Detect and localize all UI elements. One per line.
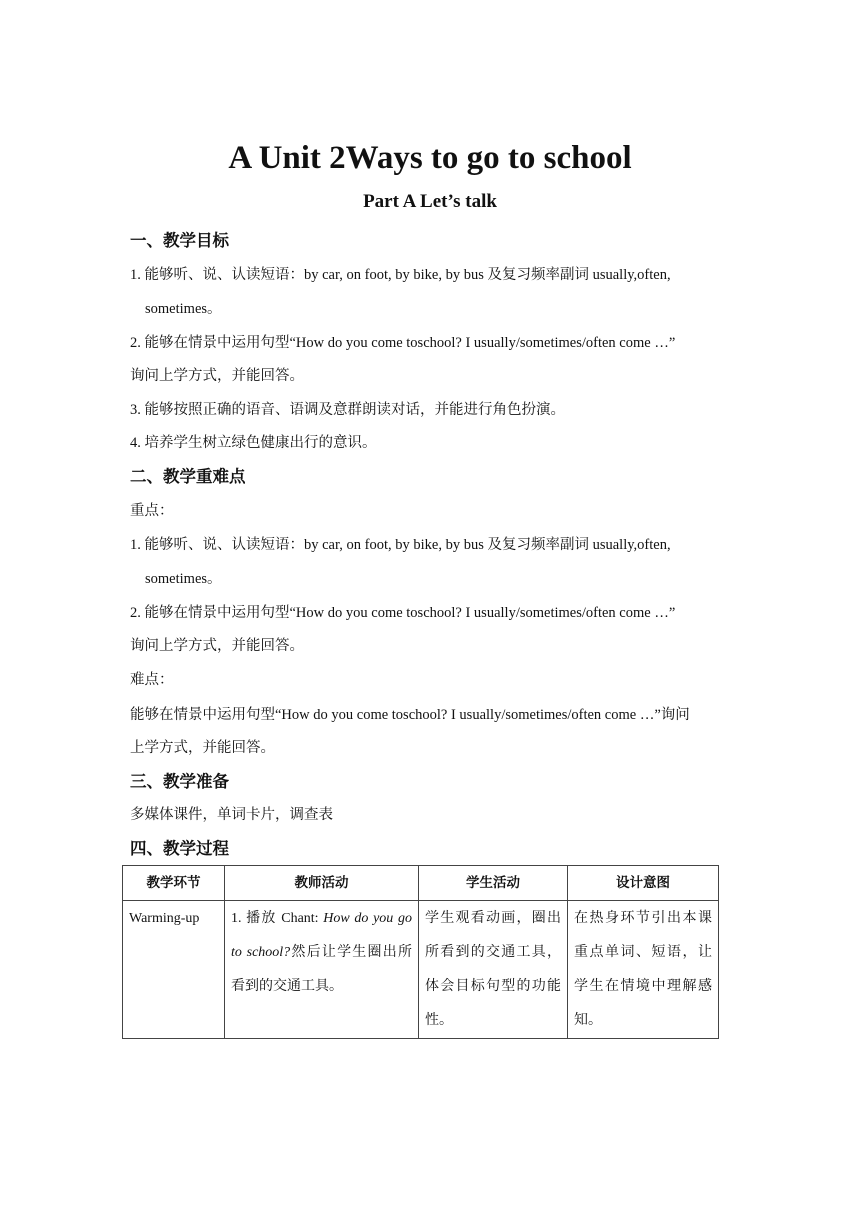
key-item-2: 2. 能够在情景中运用句型“How do you come toschool? I usually/sometimes/often come …” [130,605,676,621]
header-teacher-activity: 教师活动 [225,866,419,901]
section-heading-key-points: 二、教学重难点 [130,467,246,486]
table-row [123,901,719,1039]
key-item-1-cont: sometimes。 [145,571,222,587]
objective-item-4: 4. 培养学生树立绿色健康出行的意识。 [130,435,377,451]
objective-item-3: 3. 能够按照正确的语音、语调及意群朗读对话，并能进行角色扮演。 [130,402,565,418]
section-heading-process: 四、教学过程 [130,839,229,858]
table-header-row [123,866,719,901]
section-heading-preparation: 三、教学准备 [130,772,229,791]
header-design-intent: 设计意图 [568,866,719,901]
preparation-text: 多媒体课件，单词卡片，调查表 [130,807,333,823]
chant-title: How do you go to school? [231,911,412,960]
cell-student-activity: 学生观看动画，圈出所看到的交通工具，体会目标句型的功能性。 [419,901,568,1039]
difficulty-line-1: 能够在情景中运用句型“How do you come toschool? I usually/sometimes/often come …”询问 [130,707,690,723]
teaching-process-table [122,865,719,1039]
page-title: A Unit 2Ways to go to school [228,140,632,176]
objective-item-2-cont: 询问上学方式，并能回答。 [130,368,304,384]
cell-stage: Warming-up [123,901,225,1039]
page-subtitle: Part A Let’s talk [363,191,497,212]
key-item-2-cont: 询问上学方式，并能回答。 [130,638,304,654]
key-points-label: 重点： [130,503,174,519]
header-student-activity: 学生活动 [419,866,568,901]
cell-teacher-activity [225,901,419,1039]
objective-item-2: 2. 能够在情景中运用句型“How do you come toschool? I usually/sometimes/often come …” [130,335,676,351]
difficulty-label: 难点： [130,672,174,688]
objective-item-1: 1. 能够听、说、认读短语：by car, on foot, by bike, by bus 及复习频率副词 usually,often, [130,267,671,283]
section-heading-objectives: 一、教学目标 [130,231,229,250]
objective-item-1-cont: sometimes。 [145,301,222,317]
difficulty-line-2: 上学方式，并能回答。 [130,740,275,756]
header-stage: 教学环节 [123,866,225,901]
cell-design-intent: 在热身环节引出本课重点单词、短语，让学生在情境中理解感知。 [568,901,719,1039]
key-item-1: 1. 能够听、说、认读短语：by car, on foot, by bike, by bus 及复习频率副词 usually,often, [130,537,671,553]
teacher-activity-suffix: 然后让学生圈出所看到的交通工具。 [231,945,412,994]
teacher-activity-prefix: 1. 播放 Chant: [231,911,324,926]
